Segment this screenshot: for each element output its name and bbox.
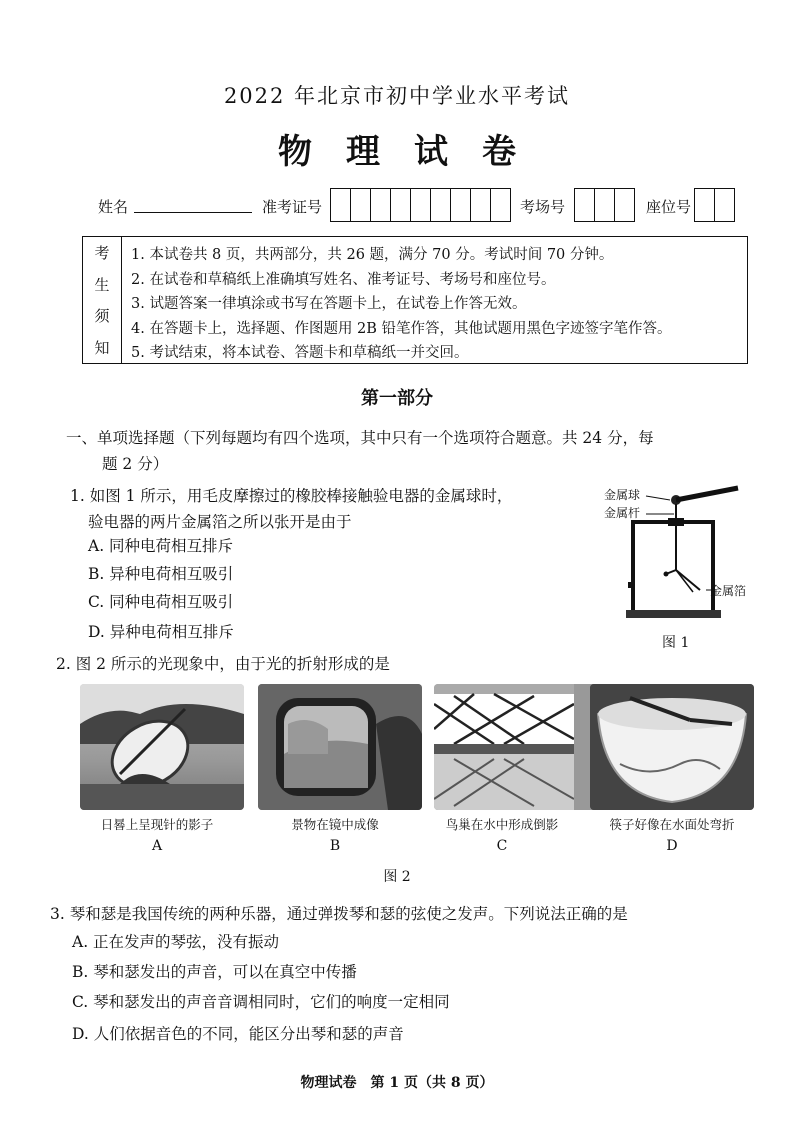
q3-stem: 3. 琴和瑟是我国传统的两种乐器，通过弹拨琴和瑟的弦使之发声。下列说法正确的是	[50, 905, 628, 923]
seat-label: 座位号	[646, 198, 692, 216]
figure-1-electroscope	[598, 478, 768, 653]
q3-option-b: B. 琴和瑟发出的声音，可以在真空中传播	[72, 963, 357, 981]
base-shape	[626, 610, 721, 618]
label-metal-ball: 金属球	[604, 488, 641, 502]
photo-letter-d: D	[666, 838, 678, 854]
section-heading-line2: 题 2 分）	[102, 455, 169, 473]
photo-birds-nest	[434, 684, 598, 810]
figure-2-caption: 图 2	[383, 869, 411, 885]
ticket-number-boxes[interactable]	[330, 188, 511, 222]
name-field[interactable]	[134, 212, 252, 213]
candidate-notice-box	[82, 236, 748, 364]
notice-item: 2. 在试卷和草稿纸上准确填写姓名、准考证号、考场号和座位号。	[131, 271, 556, 288]
photo-caption-d: 筷子好像在水面处弯折	[609, 817, 735, 832]
section-title: 第一部分	[361, 388, 433, 409]
photo-letter-a: A	[151, 838, 163, 854]
notice-item: 5. 考试结束，将本试卷、答题卡和草稿纸一并交回。	[131, 345, 469, 361]
q1-option-d: D. 异种电荷相互排斥	[88, 623, 234, 641]
photo-caption-c: 鸟巢在水中形成倒影	[445, 817, 559, 832]
photo-letter-b: B	[329, 838, 341, 854]
q3-option-a: A. 正在发声的琴弦，没有振动	[72, 933, 280, 951]
ticket-label: 准考证号	[262, 198, 323, 216]
notice-item: 1. 本试卷共 8 页，共两部分，共 26 题，满分 70 分。考试时间 70 分钟。	[131, 247, 614, 263]
subject-title: 物理试卷	[278, 132, 550, 172]
photo-caption-a: 日晷上呈现针的影子	[100, 817, 214, 832]
figure-1-caption: 图 1	[662, 635, 690, 651]
page-footer: 物理试卷 第 1 页（共 8 页）	[300, 1075, 494, 1091]
notice-side-char: 生	[94, 275, 110, 294]
photo-caption-b: 景物在镜中成像	[291, 817, 379, 832]
q2-stem: 2. 图 2 所示的光现象中，由于光的折射形成的是	[56, 655, 390, 673]
notice-item: 3. 试题答案一律填涂或书写在答题卡上，在试卷上作答无效。	[131, 296, 527, 312]
photo-letter-c: C	[496, 838, 508, 854]
label-metal-foil: 金属箔	[710, 584, 747, 598]
room-label: 考场号	[520, 198, 566, 216]
q3-option-d: D. 人们依据音色的不同，能区分出琴和瑟的声音	[72, 1025, 404, 1043]
seat-number-boxes[interactable]	[694, 188, 735, 222]
q1-option-a: A. 同种电荷相互排斥	[88, 537, 234, 555]
q1-stem-line1: 1. 如图 1 所示，用毛皮摩擦过的橡胶棒接触验电器的金属球时，	[70, 487, 513, 505]
notice-item: 4. 在答题卡上，选择题、作图题用 2B 铅笔作答，其他试题用黑色字迹签字笔作答。	[131, 320, 672, 337]
notice-side-char: 须	[94, 307, 110, 326]
q1-option-b: B. 异种电荷相互吸引	[88, 565, 234, 583]
section-heading-line1: 一、单项选择题（下列每题均有四个选项，其中只有一个选项符合题意。共 24 分，每	[66, 429, 654, 447]
label-metal-rod: 金属杆	[604, 506, 641, 520]
exam-title: 2022 年北京市初中学业水平考试	[223, 84, 571, 108]
name-label: 姓名	[98, 198, 129, 216]
notice-side-char: 知	[94, 338, 110, 357]
notice-side-char: 考	[94, 244, 110, 263]
q1-stem-line2: 验电器的两片金属箔之所以张开是由于	[88, 513, 352, 531]
foil-right-shape	[676, 570, 700, 590]
notice-side-label	[83, 237, 122, 363]
room-number-boxes[interactable]	[574, 188, 635, 222]
photo-car-mirror	[258, 684, 422, 810]
photo-chopsticks-bowl	[590, 684, 754, 810]
frame-shape	[633, 522, 713, 612]
notice-items	[131, 243, 672, 366]
rubber-rod-shape	[676, 488, 738, 500]
q1-option-c: C. 同种电荷相互吸引	[88, 593, 234, 611]
photo-sundial	[80, 684, 244, 810]
q3-option-c: C. 琴和瑟发出的声音音调相同时，它们的响度一定相同	[72, 993, 450, 1011]
